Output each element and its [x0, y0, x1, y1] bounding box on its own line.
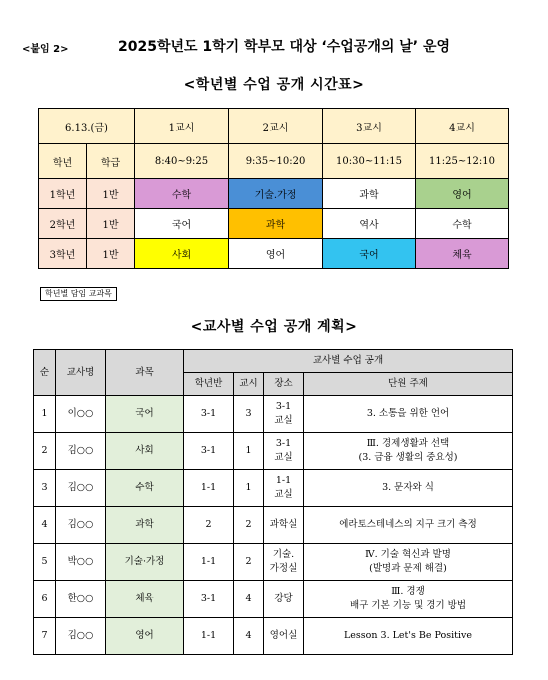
- class-header: 학년반: [184, 373, 234, 396]
- row-topic: [304, 470, 513, 507]
- class-label: 학급: [87, 144, 135, 179]
- topic-line: Ⅳ. 기술 혁신과 발명: [365, 549, 451, 560]
- row-no: 4: [34, 507, 56, 544]
- period-time: 10:30~11:15: [323, 144, 416, 179]
- timetable-row: [39, 209, 509, 239]
- place-header: 장소: [264, 373, 304, 396]
- topic-line: Lesson 3. Let's Be Positive: [344, 630, 472, 641]
- plan-row: [34, 396, 513, 433]
- plan-table: [33, 349, 513, 655]
- topic-line: 배구 기본 기능 및 경기 방법: [349, 600, 467, 611]
- row-teacher: 김○○: [56, 470, 106, 507]
- place-line: 영어실: [269, 630, 298, 641]
- subject-cell: 국어: [135, 209, 229, 239]
- topic-line: Ⅲ. 경쟁: [391, 586, 425, 597]
- period-header: 1교시: [135, 109, 229, 144]
- row-period: 1: [234, 433, 264, 470]
- row-topic: [304, 544, 513, 581]
- row-subject: 기술·가정: [106, 544, 184, 581]
- plan-row: [34, 581, 513, 618]
- period-time: 9:35~10:20: [229, 144, 323, 179]
- period-header: 2교시: [229, 109, 323, 144]
- subject-cell: 국어: [323, 239, 416, 269]
- timetable-row: [39, 239, 509, 269]
- place-line: 과학실: [269, 519, 298, 530]
- row-topic: [304, 581, 513, 618]
- row-topic: [304, 618, 513, 655]
- row-place: [264, 470, 304, 507]
- plan-row: [34, 544, 513, 581]
- row-class: 1-1: [184, 618, 234, 655]
- place-line: 교실: [274, 415, 293, 426]
- timetable-time-row: [39, 144, 509, 179]
- topic-line: Ⅲ. 경제생활과 선택: [366, 438, 450, 449]
- row-place: [264, 581, 304, 618]
- row-place: [264, 433, 304, 470]
- topic-line: (3. 금융 생활의 중요성): [358, 452, 458, 463]
- class-cell: 1반: [87, 239, 135, 269]
- timetable-title: <학년별 수업 공개 시간표>: [183, 77, 365, 93]
- row-subject: 과학: [106, 507, 184, 544]
- place-line: 1-1: [275, 475, 292, 486]
- plan-row: [34, 433, 513, 470]
- plan-body: [34, 396, 513, 655]
- plan-title: <교사별 수업 공개 계획>: [190, 319, 358, 335]
- row-place: [264, 507, 304, 544]
- plan-row: [34, 618, 513, 655]
- grade-cell: 3학년: [39, 239, 87, 269]
- topic-line: (발명과 문제 해결): [369, 563, 447, 574]
- plan-header-row: [34, 350, 513, 373]
- group-header: 교사별 수업 공개: [184, 350, 513, 373]
- timetable-table: [38, 108, 509, 269]
- row-topic: [304, 433, 513, 470]
- subject-cell: 체육: [416, 239, 509, 269]
- row-class: 1-1: [184, 470, 234, 507]
- topic-line: 3. 문자와 식: [382, 482, 434, 493]
- row-teacher: 김○○: [56, 618, 106, 655]
- row-topic: [304, 396, 513, 433]
- row-subject: 체육: [106, 581, 184, 618]
- subject-cell: 영어: [229, 239, 323, 269]
- period-header: 3교시: [323, 109, 416, 144]
- plan-row: [34, 470, 513, 507]
- row-teacher: 박○○: [56, 544, 106, 581]
- row-teacher: 한○○: [56, 581, 106, 618]
- period-header: 교시: [234, 373, 264, 396]
- legend-note: 학년별 담임 교과목: [40, 287, 117, 301]
- row-teacher: 이○○: [56, 396, 106, 433]
- row-subject: 사회: [106, 433, 184, 470]
- timetable-row: [39, 179, 509, 209]
- place-line: 교실: [274, 489, 293, 500]
- subject-cell: 과학: [323, 179, 416, 209]
- place-line: 3-1: [275, 401, 292, 412]
- row-place: [264, 396, 304, 433]
- attachment-tag: <붙임 2>: [22, 44, 69, 55]
- topic-line: 에라토스테네스의 지구 크기 측정: [339, 519, 477, 530]
- row-class: 3-1: [184, 433, 234, 470]
- class-cell: 1반: [87, 179, 135, 209]
- timetable-period-row: [39, 109, 509, 144]
- subject-cell: 사회: [135, 239, 229, 269]
- subject-cell: 수학: [135, 179, 229, 209]
- row-subject: 수학: [106, 470, 184, 507]
- grade-cell: 2학년: [39, 209, 87, 239]
- row-period: 4: [234, 618, 264, 655]
- row-class: 3-1: [184, 581, 234, 618]
- period-time: 8:40~9:25: [135, 144, 229, 179]
- row-no: 6: [34, 581, 56, 618]
- row-class: 1-1: [184, 544, 234, 581]
- period-header: 4교시: [416, 109, 509, 144]
- row-period: 2: [234, 544, 264, 581]
- place-line: 강당: [274, 593, 293, 604]
- row-subject: 국어: [106, 396, 184, 433]
- teacher-header: 교사명: [56, 350, 106, 396]
- row-no: 2: [34, 433, 56, 470]
- grade-label: 학년: [39, 144, 87, 179]
- period-time: 11:25~12:10: [416, 144, 509, 179]
- timetable-date: 6.13.(금): [39, 109, 135, 144]
- class-cell: 1반: [87, 209, 135, 239]
- row-subject: 영어: [106, 618, 184, 655]
- grade-cell: 1학년: [39, 179, 87, 209]
- no-header: 순: [34, 350, 56, 396]
- document-title: 2025학년도 1학기 학부모 대상 ‘수업공개의 날’ 운영: [117, 39, 451, 55]
- place-line: 가정실: [269, 563, 298, 574]
- row-teacher: 김○○: [56, 433, 106, 470]
- row-class: 2: [184, 507, 234, 544]
- place-line: 3-1: [275, 438, 292, 449]
- row-period: 4: [234, 581, 264, 618]
- row-topic: [304, 507, 513, 544]
- row-no: 1: [34, 396, 56, 433]
- subject-cell: 과학: [229, 209, 323, 239]
- row-period: 1: [234, 470, 264, 507]
- subject-cell: 역사: [323, 209, 416, 239]
- place-line: 교실: [274, 452, 293, 463]
- place-line: 기술.: [272, 549, 295, 560]
- row-no: 3: [34, 470, 56, 507]
- topic-header: 단원 주제: [304, 373, 513, 396]
- row-no: 5: [34, 544, 56, 581]
- plan-row: [34, 507, 513, 544]
- subject-cell: 영어: [416, 179, 509, 209]
- row-class: 3-1: [184, 396, 234, 433]
- row-no: 7: [34, 618, 56, 655]
- row-place: [264, 618, 304, 655]
- row-period: 3: [234, 396, 264, 433]
- subject-header: 과목: [106, 350, 184, 396]
- subject-cell: 기술.가정: [229, 179, 323, 209]
- row-teacher: 김○○: [56, 507, 106, 544]
- row-place: [264, 544, 304, 581]
- row-period: 2: [234, 507, 264, 544]
- topic-line: 3. 소통을 위한 언어: [366, 408, 450, 419]
- subject-cell: 수학: [416, 209, 509, 239]
